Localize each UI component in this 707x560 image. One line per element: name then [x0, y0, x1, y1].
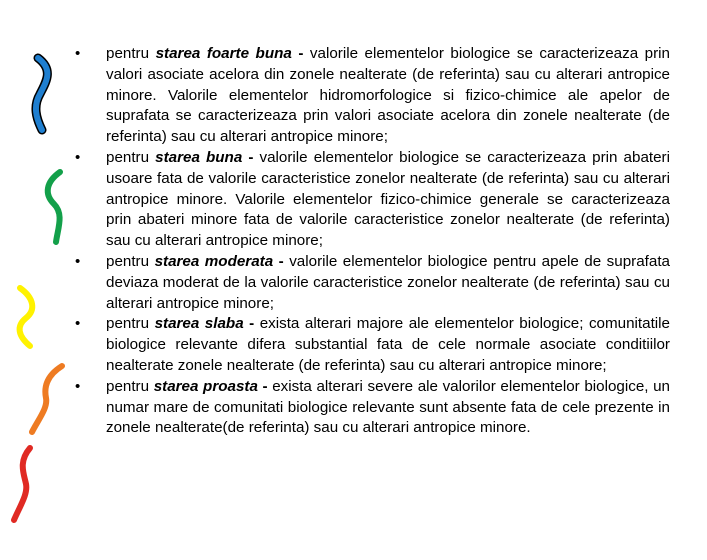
item-prefix: pentru — [106, 45, 156, 62]
bullet: • — [75, 45, 81, 62]
item-prefix: pentru — [106, 315, 155, 333]
item-term: starea proasta — [153, 377, 258, 395]
item-dash: - — [291, 45, 310, 62]
item-term: starea slaba — [154, 315, 244, 333]
item-term: starea buna — [155, 148, 243, 166]
item-text: valorile elementelor biologice pentru apele de suprafata deviaza moderat de la valorile caracteristice zonelor nealterate (de referinta) sau cu alterari antropice minore; — [106, 252, 670, 312]
item-text: exista alterari severe ale valorilor elementelor biologice, un numar mare de comunitati biologice relevante sunt absente fata de cele prezente in zonele nealterate(de referinta) sau cu alterari antropice minore. — [106, 377, 671, 437]
bullet: • — [75, 252, 81, 270]
list-item-foarte-buna — [72, 44, 670, 148]
bullet: • — [75, 315, 81, 333]
item-dash: - — [273, 252, 290, 270]
yellow-squiggle — [20, 288, 33, 346]
item-prefix: pentru — [106, 377, 154, 395]
item-paragraph — [106, 148, 670, 252]
list-item-proasta — [72, 377, 670, 439]
item-term: starea moderata — [154, 252, 274, 270]
item-dash: - — [242, 148, 260, 166]
item-paragraph — [106, 377, 670, 439]
green-squiggle — [48, 172, 60, 242]
bullet: • — [75, 148, 81, 166]
item-dash: - — [243, 315, 260, 333]
list-item-buna — [72, 148, 670, 252]
item-prefix: pentru — [106, 252, 155, 270]
item-prefix: pentru — [106, 148, 156, 166]
item-paragraph — [106, 252, 670, 314]
item-dash: - — [257, 377, 273, 395]
bullet: • — [75, 377, 81, 395]
orange-squiggle — [32, 366, 62, 432]
list-item-slaba — [72, 314, 670, 376]
red-squiggle — [14, 448, 30, 520]
item-term: starea foarte buna — [155, 45, 292, 62]
item-paragraph — [106, 44, 670, 148]
item-text: valorile elementelor biologice se caracterizeaza prin valori asociate acelora din zonele nealterate (de referinta) sau cu alterari antropice minore. Valorile elementelor hidromorfologice si fizico-chimice ale apelor de suprafata se caracterizeaza prin valori asociate acelora din zonele nealterate (de referinta) sau cu alterari antropice minore; — [106, 45, 670, 146]
item-paragraph — [106, 314, 670, 376]
status-criteria-list — [72, 44, 670, 439]
item-text: exista alterari majore ale elementelor biologice; comunitatile biologice relevante difera substantial fata de cele normale asociate conditiilor nealterate zonele nealterate (de referinta) sau cu alterari antropice minore; — [106, 315, 671, 374]
list-item-moderata — [72, 252, 670, 314]
item-text: valorile elementelor biologice se caracterizeaza prin abateri usoare fata de valorile caracteristice zonelor nealterate (de referinta) sau cu alterari antropice minore. Valorile elementelor fizico-chimice generale se caracterizeaza prin abateri minore fata de valorile caracteristice zonelor nealterate (de referinta) sau cu alterari antropice minore; — [106, 148, 670, 250]
